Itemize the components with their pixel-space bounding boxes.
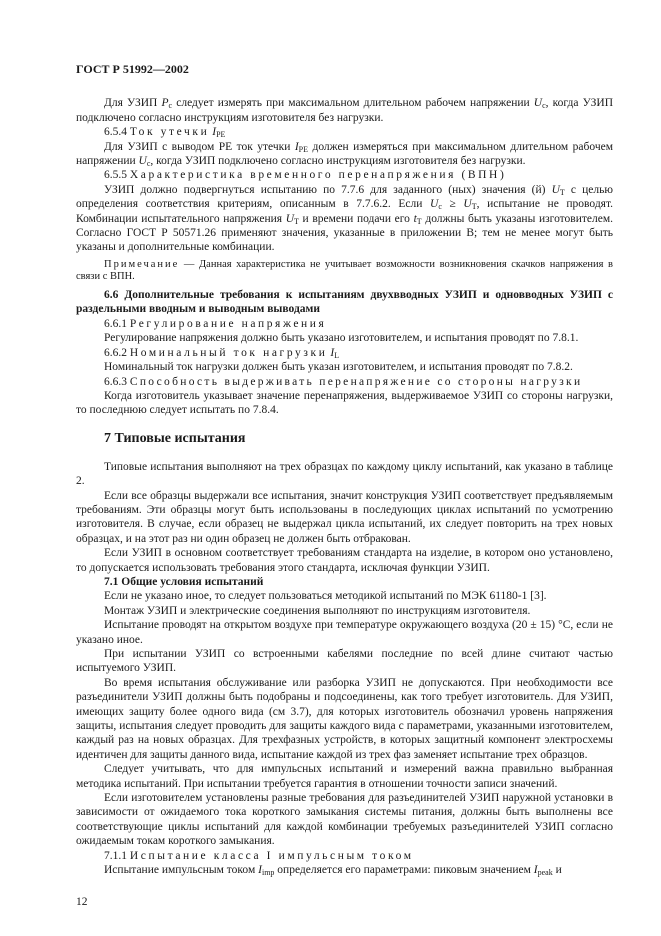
standard-header: ГОСТ Р 51992—2002	[76, 62, 189, 76]
paragraph-tov: УЗИП должно подвергнуться испытанию по 7.7.6 для заданного (ных) значения (й) $U_T$ с целью определения соответствия критериям, описанным в 7.7.6.2. Если $U_c \ge U_T$, испытание не проводят. Комбинации испытательного напряжения $U_T$ и времени подачи его $t_T$ должны быть указаны изготовителем. Согласно ГОСТ Р 50571.26 применяют значения, указанные в приложении В; тем не менее могут быть указаны и дополнительные комбинации.	[76, 183, 614, 254]
section-6-6-heading: 6.6 Дополнительные требования к испытаниям двухвводных УЗИП и одновводных УЗИП с раздельными вводным и выводным выводами	[76, 289, 613, 316]
paragraph-all-samples: Если все образцы выдержали все испытания, значит конструкция УЗИП соответствует предъявляемым требованиям. Эти образцы могут быть использованы в последующих циклах испытаний по усмотрению изготовителя. В случае, если образец не выдержал цикла испытаний, их следует повторить на трех новых образцах, и на этот раз ни один образец не должен быть отбракован.	[76, 489, 613, 545]
section-7-heading: 7 Типовые испытания	[104, 430, 246, 446]
paragraph-product-standard: Если УЗИП в основном соответствует требованиям стандарта на изделие, в котором оно установлено, то допускается использовать требования этого стандарта, исключая функции УЗИП.	[76, 547, 613, 574]
section-7-1-heading: 7.1 Общие условия испытаний	[104, 575, 264, 588]
section-6-5-5-heading: 6.5.5 Характеристика временного перенапряжения (ВПН)	[104, 169, 507, 182]
paragraph-load-side-overvoltage: Когда изготовитель указывает значение перенапряжения, выдерживаемое УЗИП со стороны нагрузки, то последнюю следует испытать по 7.8.4.	[76, 389, 613, 417]
page-number: 12	[76, 896, 88, 908]
paragraph-pc: Для УЗИП $P_c$ следует измерять при максимальном длительном рабочем напряжении $U_c$, когда УЗИП подключено согласно инструкциям изготовителя без нагрузки.	[76, 97, 613, 124]
paragraph-test-method: Если не указано иное, то следует пользоваться методикой испытаний по МЭК 61180-1 [3].	[104, 590, 547, 603]
section-6-6-3-heading: 6.6.3 Способность выдерживать перенапряжение со стороны нагрузки	[104, 375, 583, 388]
paragraph-load-current: Номинальный ток нагрузки должен быть указан изготовителем, и испытания проводят по 7.8.2.	[104, 361, 573, 374]
paragraph-leakage-current: Для УЗИП с выводом РЕ ток утечки $I_{PE}$ должен измеряться при максимальном длительном рабочем напряжении $U_c$, когда УЗИП подключено согласно инструкциям изготовителя без нагрузки.	[76, 140, 613, 169]
paragraph-disconnectors: Если изготовителем установлены разные требования для разъединителей УЗИП наружной установки в зависимости от ожидаемого тока короткого замыкания системы питания, должны быть выполнены все соответствующие циклы испытаний для каждой комбинации требуемых разъединителей УЗИП согласно ожидаемым токам короткого замыкания.	[76, 792, 613, 848]
paragraph-voltage-regulation: Регулирование напряжения должно быть указано изготовителем, и испытания проводят по 7.8.1.	[104, 332, 579, 345]
paragraph-impulse-method: Следует учитывать, что для импульсных испытаний и измерений важна правильно выбранная методика испытаний. При испытании требуется гарантия в отношении точности записи значений.	[76, 763, 613, 790]
paragraph-maintenance: Во время испытания обслуживание или разборка УЗИП не допускаются. При необходимости все разъединители УЗИП должны быть подобраны и подсоединены, как того требует изготовитель. Для УЗИП, имеющих защиту более одного вида (см 3.7), для которых изготовитель обозначил уровень напряжения защиты, испытания следует проводить для защиты каждого вида с параметрами, указанными изготовителем, каждый раз на новых образцах. Для трехфазных устройств, в которых защитный компонент электросхемы идентичен для защиты данного вида, испытание каждой из трех фаз заменяет испытание трех образцов.	[76, 676, 613, 761]
note: Примечание — Данная характеристика не учитывает возможности возникновения скачков напряжения в связи с ВПН.	[76, 258, 613, 283]
paragraph-integrated-cables: При испытании УЗИП со встроенными кабелями последние по всей длине считают частью испытуемого УЗИП.	[76, 648, 613, 675]
section-6-6-2-heading: 6.6.2 Номинальный ток нагрузки $I_L$	[104, 346, 340, 360]
paragraph-type-tests: Типовые испытания выполняют на трех образцах по каждому циклу испытаний, как указано в таблице 2.	[76, 460, 613, 488]
paragraph-impulse-current: Испытание импульсным током $I_{imp}$ определяется его параметрами: пиковым значением $I_{peak}$ и	[104, 864, 562, 878]
paragraph-temperature: Испытание проводят на открытом воздухе при температуре окружающего воздуха (20 ± 15) °С, если не указано иное.	[76, 619, 613, 646]
section-6-5-4-heading: 6.5.4 Ток утечки $I_{PE}$	[104, 126, 226, 140]
section-7-1-1-heading: 7.1.1 Испытание класса I импульсным током	[104, 849, 414, 862]
section-6-6-1-heading: 6.6.1 Регулирование напряжения	[104, 317, 327, 330]
paragraph-mounting: Монтаж УЗИП и электрические соединения выполняют по инструкциям изготовителя.	[104, 604, 531, 617]
